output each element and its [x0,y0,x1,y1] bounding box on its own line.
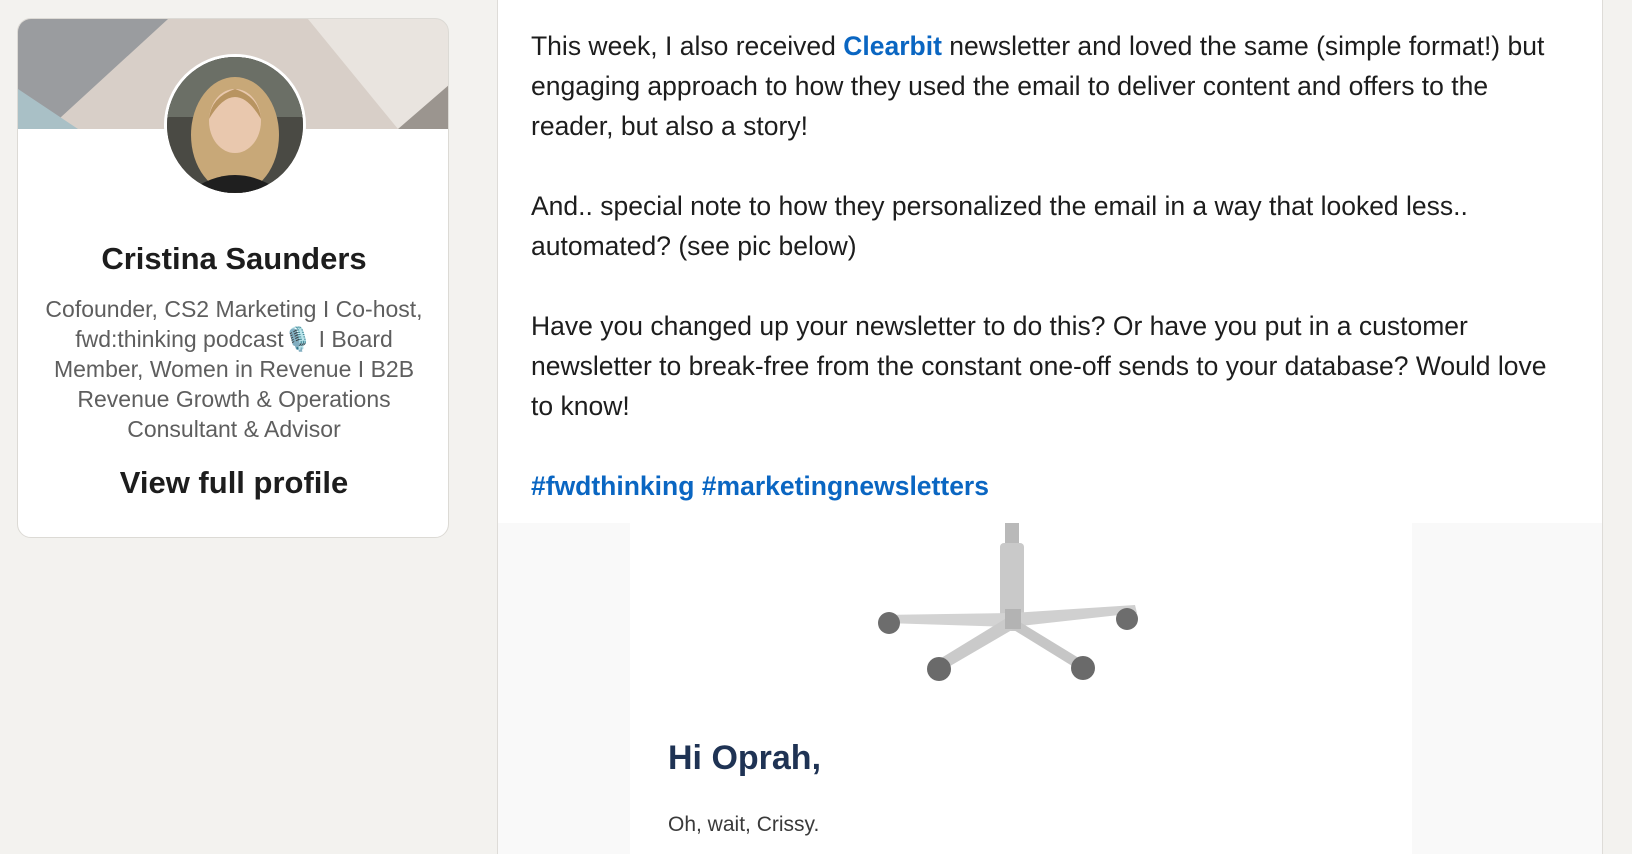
view-full-profile-link[interactable]: View full profile [119,465,349,500]
profile-card [17,18,449,538]
post-paragraph-1 [531,26,1571,146]
post-paragraph-3: Have you changed up your newsletter to do this? Or have you put in a customer newsletter to break-free from the constant one-off sends to your database? Would love to know! [531,311,1547,421]
email-greeting: Hi Oprah, [668,739,822,777]
post-paragraph-2: And.. special note to how they personalized the email in a way that looked less.. automated? (see pic below) [531,191,1468,261]
hashtag-marketingnewsletters[interactable]: #marketingnewsletters [701,471,989,501]
post-text [531,26,1571,546]
profile-headline: Cofounder, CS2 Marketing I Co-host, fwd:thinking podcast🎙️ I Board Member, Women in Revenue I B2B Revenue Growth & Operations Consultant & Advisor [45,296,423,442]
hashtag-fwdthinking[interactable]: #fwdthinking [531,471,695,501]
post-image[interactable] [498,523,1602,854]
email-body-text: Oh, wait, Crissy. [668,813,820,836]
post-paragraph-1-start: This week, I also received [531,31,844,61]
email-screenshot [630,523,1412,854]
post-paragraph-1-end: newsletter and loved the same (simple format!) but engaging approach to how they used the email to deliver content and offers to the reader, but also a story! [531,31,1545,141]
clearbit-link[interactable]: Clearbit [843,31,942,61]
avatar[interactable] [164,54,306,196]
post-hashtags [531,466,1571,506]
profile-name[interactable]: Cristina Saunders [101,241,367,276]
office-chair-image [865,523,1175,693]
post-container [497,0,1603,854]
